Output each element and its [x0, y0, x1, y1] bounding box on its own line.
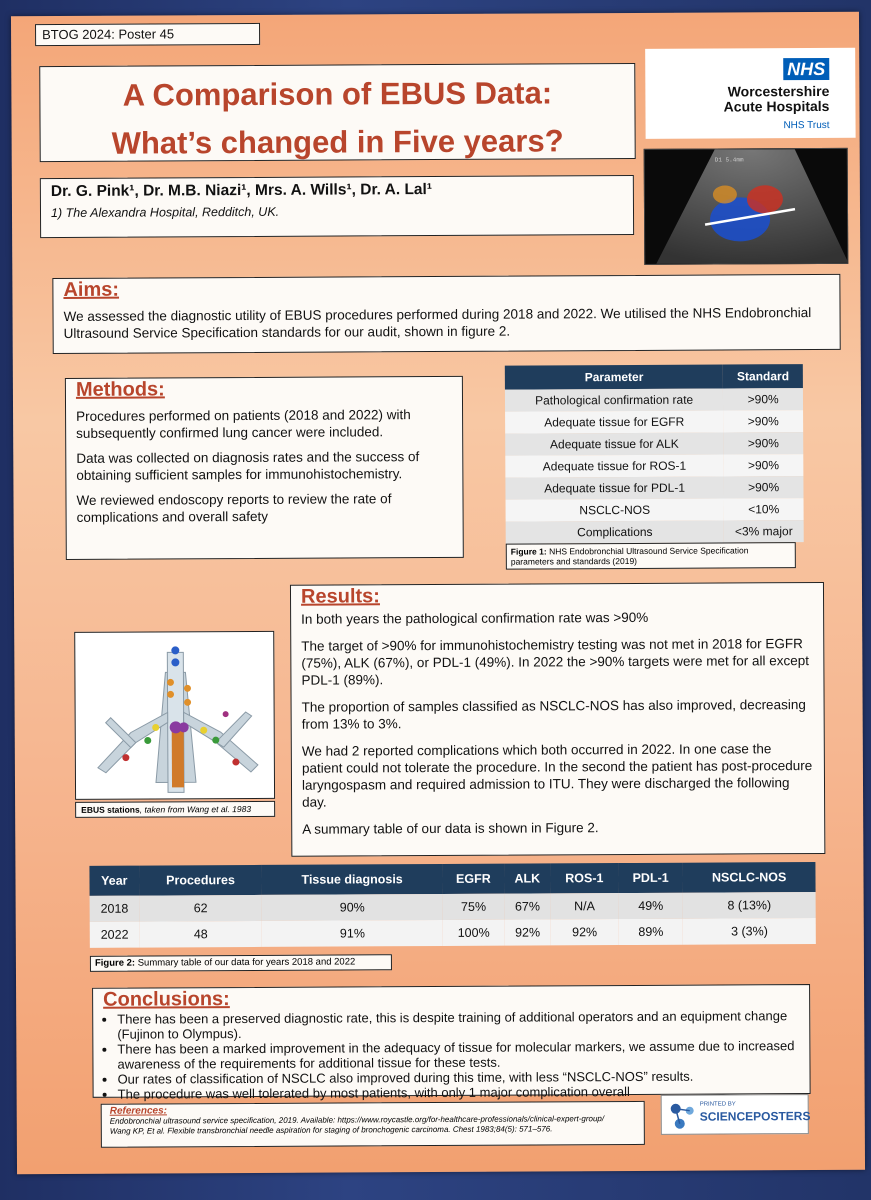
results-paragraph: The target of >90% for immunohistochemistry testing was not met in 2018 for EGFR (75%), ALK (67%), or PDL-1 (49%). In 2022 the >90% targets were met for all except PDL-1 (89%). [301, 636, 810, 688]
table-cell: 92% [505, 919, 551, 945]
summary-header: Year [89, 866, 139, 896]
printed-by-label: PRINTED BY [699, 1101, 736, 1108]
summary-table [89, 862, 815, 948]
figure-2-text: Summary table of our data for years 2018 and 2022 [135, 956, 356, 969]
table-cell: 2018 [90, 896, 140, 922]
references-heading: References: [109, 1105, 168, 1117]
nhs-name-line-1: Worcestershire [727, 82, 830, 100]
summary-header: EGFR [442, 864, 504, 894]
table-cell: >90% [723, 388, 803, 410]
figure-1-label: Figure 1: [510, 546, 547, 557]
list-item: • Our rates of classification of NSCLC also improved during this time, with less “NSCLC-NOS” results. [118, 1068, 800, 1087]
table-cell: 100% [443, 920, 505, 946]
table-cell: 92% [550, 919, 618, 945]
standards-header-parameter: Parameter [505, 365, 723, 390]
results-paragraph: We had 2 reported complications which both occurred in 2022. In one case the patient could not tolerate the procedure. In the second the patient has post-procedure laryngospasm and required admission to ITU. They were discharged the following day. [301, 741, 813, 810]
nhs-logo-block [645, 48, 855, 139]
table-row [505, 410, 803, 434]
table-cell: <3% major [724, 520, 804, 542]
table-cell: >90% [724, 454, 804, 476]
standards-table [505, 364, 804, 544]
methods-paragraph: We reviewed endoscopy reports to review the rate of complications and overall safety [76, 491, 392, 525]
aims-section [52, 274, 840, 354]
results-heading: Results: [300, 585, 380, 608]
airway-diagram [75, 632, 275, 800]
ultrasound-graphic [645, 149, 849, 265]
table-cell: 75% [442, 894, 504, 920]
conclusions-list [103, 1008, 799, 1102]
svg-text:D1 5.4mm: D1 5.4mm [714, 156, 744, 164]
table-cell: NSCLC-NOS [506, 499, 724, 522]
authors-box [40, 175, 634, 238]
aims-heading: Aims: [63, 278, 120, 301]
summary-header: NSCLC-NOS [683, 862, 816, 893]
methods-heading: Methods: [75, 378, 165, 401]
table-cell: 90% [262, 894, 443, 921]
table-cell: 62 [139, 895, 262, 922]
table-cell: <10% [724, 498, 804, 520]
table-cell: Adequate tissue for EGFR [505, 411, 723, 434]
methods-paragraph: Procedures performed on patients (2018 and 2022) with subsequently confirmed lung cancer were included. [76, 407, 411, 441]
table-cell: Complications [506, 521, 724, 544]
table-row [506, 498, 804, 522]
figure-2-caption [90, 954, 392, 972]
conclusions-heading: Conclusions: [103, 988, 230, 1011]
results-paragraph: The proportion of samples classified as NSCLC-NOS has also improved, decreasing from 13% to 3%. [301, 697, 806, 732]
table-cell: N/A [550, 893, 618, 919]
table-row [90, 918, 816, 948]
table-cell: Adequate tissue for ALK [505, 433, 723, 456]
table-cell: 89% [619, 919, 684, 945]
table-cell: >90% [723, 432, 803, 454]
table-cell: 49% [618, 893, 683, 919]
summary-header: Procedures [139, 865, 262, 896]
results-section [290, 582, 825, 857]
ebus-stations-source: , taken from Wang et al. 1983 [139, 803, 252, 815]
conclusions-section [92, 984, 811, 1102]
figure-2-label: Figure 2: [94, 957, 136, 969]
table-row [506, 520, 804, 544]
nhs-logo: NHS [783, 58, 829, 80]
scienceposters-name: SCIENCEPOSTERS [699, 1109, 811, 1124]
list-item: • There has been a marked improvement in the adequacy of tissue for molecular markers, we assume due to increased awareness of the requirements for additional tissue for these tests. [117, 1038, 799, 1072]
molecule-icon [666, 1099, 700, 1133]
methods-paragraph: Data was collected on diagnosis rates and the success of obtaining sufficient samples for immunohistochemistry. [76, 449, 420, 483]
ebus-stations-label: EBUS stations [81, 804, 140, 815]
methods-section [65, 376, 464, 560]
ebus-stations-diagram [74, 631, 275, 800]
table-cell: 91% [262, 920, 443, 947]
results-paragraph: In both years the pathological confirmation rate was >90% [301, 609, 649, 627]
figure-1-text: NHS Endobronchial Ultrasound Service Specification parameters and standards (2019) [510, 545, 749, 567]
nhs-trust-name [724, 84, 830, 115]
poster-tag: BTOG 2024: Poster 45 [35, 23, 260, 46]
ultrasound-image [644, 148, 849, 265]
table-cell: Pathological confirmation rate [505, 389, 723, 412]
table-cell: Adequate tissue for ROS-1 [505, 455, 723, 478]
summary-header: ROS-1 [550, 863, 618, 893]
table-cell: >90% [723, 410, 803, 432]
table-row [505, 432, 803, 456]
list-item: • The procedure was well tolerated by most patients, with only 1 major complication overall [118, 1083, 800, 1102]
poster [11, 12, 865, 1174]
nhs-trust-label: NHS Trust [783, 119, 830, 132]
references-section [101, 1101, 645, 1148]
nhs-name-line-2: Acute Hospitals [723, 97, 830, 115]
table-cell: 8 (13%) [683, 892, 816, 919]
figure-1-caption [506, 542, 796, 570]
authors: Dr. G. Pink¹, Dr. M.B. Niazi¹, Mrs. A. Wills¹, Dr. A. Lal¹ [50, 181, 433, 201]
ebus-stations-caption [75, 801, 275, 818]
table-row [90, 892, 816, 922]
affiliation: 1) The Alexandra Hospital, Redditch, UK. [50, 204, 280, 221]
reference-item: Wang KP, Et al. Flexible transbronchial needle aspiration for staging of bronchogenic carcinoma. Chest 1983;84(5): 571–576. [109, 1124, 553, 1136]
aims-text: We assessed the diagnostic utility of EBUS procedures performed during 2018 and 2022. We utilised the NHS Endobronchial Ultrasound Service Specification standards for our audit, shown in figure 2. [63, 305, 812, 341]
title-line-1: A Comparison of EBUS Data: [122, 75, 553, 113]
table-cell: 67% [504, 893, 550, 919]
table-row [505, 476, 803, 500]
summary-header: PDL-1 [618, 863, 683, 893]
summary-header: Tissue diagnosis [262, 864, 443, 895]
results-paragraph: A summary table of our data is shown in Figure 2. [302, 820, 599, 837]
title-line-2: What’s changed in Five years? [111, 123, 564, 161]
table-cell: 3 (3%) [683, 918, 816, 945]
table-cell: 48 [139, 921, 262, 948]
summary-header: ALK [504, 863, 550, 893]
title-box [39, 63, 635, 162]
table-row [505, 388, 803, 412]
standards-header-standard: Standard [723, 364, 803, 388]
table-cell: Adequate tissue for PDL-1 [505, 477, 723, 500]
table-cell: 2022 [90, 922, 140, 948]
list-item: • There has been a preserved diagnostic rate, this is despite training of additional operators and an equipment change (Fujinon to Olympus). [117, 1008, 799, 1042]
reference-item: Endobronchial ultrasound service specification, 2019. Available: https://www.roycastle.org/for-healthcare-professionals/clinical-expert-group/ [109, 1114, 605, 1126]
table-cell: >90% [724, 476, 804, 498]
table-row [505, 454, 803, 478]
scienceposters-logo [661, 1094, 809, 1135]
